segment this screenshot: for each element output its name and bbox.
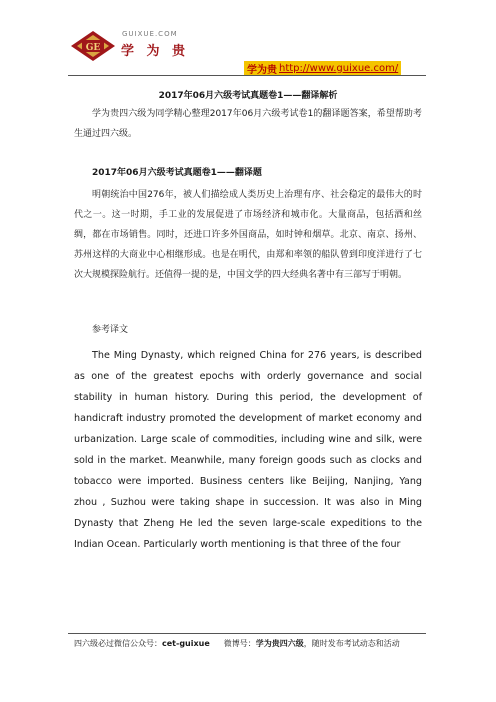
footer-divider [68,633,426,634]
chinese-passage: 明朝统治中国276年，被人们描绘成人类历史上治理有序、社会稳定的最伟大的时代之一。这一时期，手工业的发展促进了市场经济和城市化。大量商品，包括酒和丝绸，都在市场销售。同时，还进口许多外国商品，如时钟和烟草。北京、南京、扬州、苏州这样的大商业中心相继形成。也是在明代，由郑和率领的船队曾到印度洋进行了七次大规模探险航行。还值得一提的是，中国文学的四大经典名著中有三部写于明朝。 [74,190,422,280]
weibo-id: 学为贵四六级 [255,639,304,648]
banner-url-link[interactable]: http://www.guixue.com/ [279,62,399,74]
footer-note [74,638,400,649]
brand-english: GUIXUE.COM [122,30,178,38]
reference-translation-label: 参考译文 [92,325,129,335]
page-title: 2017年06月六级考试真题卷1——翻译解析 [158,91,338,101]
intro-paragraph: 学为贵四六级为同学精心整理2017年06月六级考试卷1的翻译题答案，希望帮助考生通过四六级。 [74,109,422,139]
section-heading: 2017年06月六级考试真题卷1——翻译题 [92,168,262,178]
site-banner[interactable] [244,61,401,75]
banner-site-name: 学为贵 [247,64,277,76]
weibo-label: 微博号： [223,639,256,648]
wechat-label: 四六级必过微信公众号： [74,639,162,648]
guixue-logo-icon [68,30,118,62]
wechat-id: cet-guixue [162,639,210,648]
footer-tail: ，随时发布考试动态和活动 [303,639,400,648]
logo-text: GE [85,43,101,53]
brand-chinese: 学 为 贵 [121,44,190,59]
header-divider [68,75,426,76]
english-translation: The Ming Dynasty, which reigned China for 276 years, is described as one of the greatest epochs with orderly governance and social stability in human history. During this period, the development of handicraft industry promoted the development of market economy and urbanization. Large scale of commodities, including wine and silk, were sold in the market. Meanwhile, many foreign goods such as clocks and tobacco were imported. Business centers like Beijing, Nanjing, Yang zhou , Suzhou were taking shape in succession. It was also in Ming Dynasty that Zheng He led the seven large-scale expeditions to the Indian Ocean. Particularly worth mentioning is that three of the four [74,350,422,550]
